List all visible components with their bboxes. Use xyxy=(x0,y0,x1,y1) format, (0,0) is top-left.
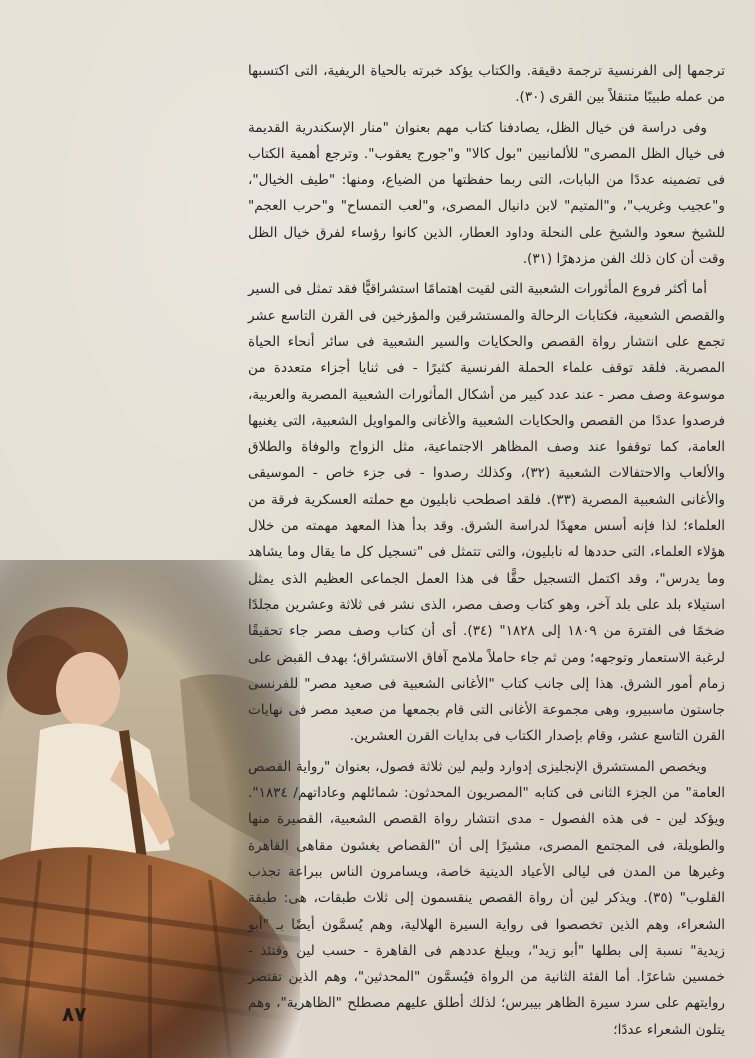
paragraph: أما أكثر فروع المأثورات الشعبية التى لقيت اهتمامًا استشراقيًّا فقد تمثل فى السير والقصص الشعبية، فكتابات الرحالة والمستشرقين والمؤرخين فى القرن التاسع عشر تجمع على انتشار رواة القصص والحكايات والسير الشعبية فى سائر أنحاء الحياة المصرية. فلقد توقف علماء الحملة الفرنسية كثيرًا - فى ثنايا أجزاء متعددة من موسوعة وصف مصر - عند عدد كبير من أشكال المأثورات الشعبية المصرية والعربية، فرصدوا عددًا من القصص والحكايات الشعبية والأغانى والمواويل الشعبية، التى يغنيها العامة، كما توقفوا عند وصف المظاهر الاجتماعية، مثل الزواج والوفاة والطلاق والألعاب والاحتفالات الشعبية (٣٢)، وكذلك رصدوا - فى جزء خاص - الموسيقى والأغانى الشعبية المصرية (٣٣). فلقد اصطحب نابليون مع حملته العسكرية فرقة من العلماء؛ لذا فإنه أسس معهدًا لدراسة الشرق. وقد بدأ هذا المعهد مهمته من خلال هؤلاء العلماء، التى حددها له نابليون، والتى تتمثل فى "تسجيل كل ما يقال وما يشاهد وما يدرس"، وقد اكتمل التسجيل حقًّا فى هذا العمل الجماعى العظيم الذى يمثل استيلاء بلد على بلد آخر، وهو كتاب وصف مصر، الذى نشر فى ثلاثة وعشرين مجلدًا ضخمًا فى الفترة من ١٨٠٩ إلى ١٨٢٨" (٣٤). أى أن كتاب وصف مصر جاء تحقيقًا لرغبة الاستعمار وتوجهه؛ ومن ثم جاء حاملاً ملامح آفاق الاستشراق؛ بهدف القبض على زمام أمور الشرق. هذا إلى جانب كتاب "الأغانى الشعبية فى صعيد مصر" للفرنسى جاستون ماسبيرو، وهى مجموعة الأغانى التى قام بجمعها من صعيد مصر فى نهايات القرن التاسع عشر، وقام بإصدار الكتاب فى بدايات القرن العشرين. xyxy=(248,281,725,745)
paragraph: وفى دراسة فن خيال الظل، يصادفنا كتاب مهم بعنوان "منار الإسكندرية القديمة فى خيال الظل المصرى" للألمانيين "بول كالا" و"جورج يعقوب". وترجع أهمية الكتاب فى تضمينه عددًا من البابات، التى ربما حفظتها من الضياع، ومنها: "طيف الخيال"، و"عجيب وغريب"، و"المتيم" لابن دانيال المصرى، و"لعب التمساح" و"حرب العجم" للشيخ سعود والشيخ على النحلة وداود العطار، الذين كانوا رؤساء لفرق خيال الظل وقت أن كان ذلك الفن مزدهرًا (٣١). xyxy=(248,119,725,268)
page-number: ٨٧ xyxy=(62,1002,87,1026)
article-body xyxy=(248,58,725,1047)
paragraph: ترجمها إلى الفرنسية ترجمة دقيقة. والكتاب يؤكد خبرته بالحياة الريفية، التى اكتسبها من عمله طبيبًا متنقلاً بين القرى (٣٠). xyxy=(248,63,725,106)
paragraph: ويخصص المستشرق الإنجليزى إدوارد وليم لين ثلاثة فصول، بعنوان "رواية القصص العامة" من الجزء الثانى فى كتابه "المصريون المحدثون: شمائلهم وعاداتهم/ ١٨٣٤". ويؤكد لين - فى هذه الفصول - مدى انتشار رواة القصص الشعبية، القصيرة منها والطويلة، فى المجتمع المصرى، مشيرًا إلى أن "القصاص يغشون مقاهى القاهرة وغيرها من المدن فى ليالى الأعياد الدينية خاصة، ويسامرون الناس ببراعة تجذب القلوب" (٣٥). ويذكر لين أن رواة القصص ينقسمون إلى ثلاث طبقات، هى: طبقة الشعراء، وهم الذين تخصصوا فى رواية السيرة الهلالية، وهم يُسمَّون أيضًا بـ "أبو زيدية" نسبة إلى بطلها "أبو زيد"، ويبلغ عددهم فى القاهرة - حسب لين وقتئذ - خمسين شاعرًا. أما الفئة الثانية من الرواة فيُسمَّون "المحدثين"، وهم الذين تقتصر روايتهم على سرد سيرة الظاهر بيبرس؛ لذلك أطلق عليهم مصطلح "الظاهرية"، وهم يتلون الشعراء عددًا؛ xyxy=(248,758,725,1038)
